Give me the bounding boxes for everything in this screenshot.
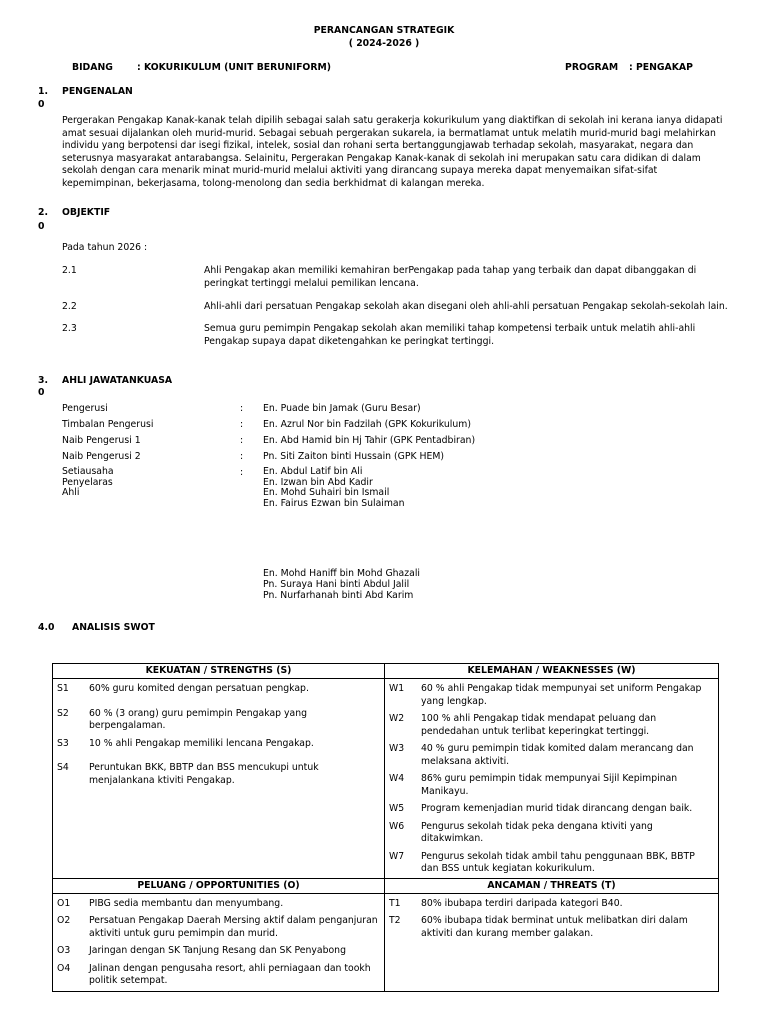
committee-role: Naib Pengerusi 2 — [62, 451, 141, 462]
strengths-cell — [53, 679, 385, 879]
section3-number-sub: 0 — [38, 387, 45, 398]
swot-text: 100 % ahli Pengakap tidak mendapat peluang dan pendedahan untuk terlibat keperingkat tertinggi. — [421, 713, 657, 737]
swot-text: Jaringan dengan SK Tanjung Resang dan SK Penyabong — [89, 945, 346, 956]
swot-text: 60% guru komited dengan persatuan pengkap. — [89, 683, 309, 694]
swot-text: Peruntukan BKK, BBTP dan BSS mencukupi untuk menjalankana ktiviti Pengakap. — [89, 762, 319, 786]
section3-heading: AHLI JAWATANKUASA — [62, 375, 173, 386]
swot-item — [389, 821, 714, 846]
committee-name: Pn. Nurfarhanah binti Abd Karim — [263, 590, 414, 601]
committee-name: En. Azrul Nor bin Fadzilah (GPK Kokurikulum) — [263, 419, 471, 430]
swot-item — [57, 683, 380, 696]
swot-item — [389, 803, 714, 816]
objective-number: 2.1 — [62, 265, 77, 276]
swot-item — [57, 963, 380, 988]
objektif-intro: Pada tahun 2026 : — [62, 242, 148, 253]
section2-heading: OBJEKTIF — [62, 207, 111, 218]
committee-name: En. Izwan bin Abd Kadir — [263, 476, 373, 488]
swot-code: W3 — [389, 743, 405, 754]
swot-item — [57, 898, 380, 911]
swot-text: 80% ibubapa terdiri daripada kategori B40. — [421, 897, 623, 909]
section1-number-sub: 0 — [38, 99, 45, 110]
section2-number: 2. — [38, 207, 49, 218]
swot-item — [57, 915, 380, 940]
swot-code: W4 — [389, 773, 405, 784]
swot-code: W2 — [389, 713, 405, 724]
committee-colon: : — [240, 451, 244, 462]
section4-heading: ANALISIS SWOT — [72, 622, 155, 633]
section1-number: 1. — [38, 86, 49, 97]
committee-colon: : — [240, 435, 244, 446]
program-label: PROGRAM — [565, 62, 619, 73]
swot-code: S2 — [57, 707, 69, 719]
swot-text: Pengurus sekolah tidak peka dengana ktiviti yang ditakwimkan. — [421, 820, 653, 844]
committee-name: En. Fairus Ezwan bin Sulaiman — [263, 497, 405, 509]
swot-code: T1 — [389, 897, 401, 909]
swot-item — [57, 945, 380, 958]
document-period: ( 2024-2026 ) — [348, 38, 420, 49]
program-value: : PENGAKAP — [629, 62, 693, 73]
committee-colon: : — [240, 467, 244, 478]
committee-role: Setiausaha — [62, 466, 114, 477]
swot-text: 10 % ahli Pengakap memiliki lencana Pengakap. — [89, 737, 314, 749]
swot-text: 86% guru pemimpin tidak mempunyai Sijil Kepimpinan Manikayu. — [421, 773, 678, 797]
section1-heading: PENGENALAN — [62, 86, 133, 97]
committee-role: Ahli — [62, 487, 80, 498]
committee-name: En. Puade bin Jamak (Guru Besar) — [263, 403, 421, 414]
objective-text: Ahli-ahli dari persatuan Pengakap sekolah akan disegani oleh ahli-ahli persatuan Pengakap sekolah-sekolah lain. — [204, 301, 728, 312]
swot-item — [389, 683, 714, 708]
swot-code: T2 — [389, 915, 401, 926]
swot-text: 40 % guru pemimpin tidak komited dalam merancang dan melaksana aktiviti. — [421, 743, 694, 767]
committee-group-roles — [62, 467, 114, 499]
committee-role: Timbalan Pengerusi — [62, 419, 154, 430]
swot-code: W7 — [389, 850, 405, 862]
swot-text: 60 % (3 orang) guru pemimpin Pengakap yang berpengalaman. — [89, 707, 308, 731]
committee-role: Penyelaras — [62, 476, 113, 488]
swot-text: PIBG sedia membantu dan menyumbang. — [89, 897, 284, 909]
swot-text: 60 % ahli Pengakap tidak mempunyai set uniform Pengakap yang lengkap. — [421, 683, 702, 707]
section1-paragraph: Pergerakan Pengakap Kanak-kanak telah dipilih sebagai salah satu gerakerja kokurikulum yang diaktifkan di sekolah ini kerana ianya didapati amat sesuai dijalankan oleh murid-murid. Sebagai sebuah pergerakan sukarela, ia bermatlamat untuk melatih murid-murid bagi melahirkan individu yang berpotensi dar isegi fizikal, intelek, sosial dan rohani serta bertanggungjawab terhadap sekolah, masyarakat, negara dan seterusnya masyarakat antarabangsa. Selainitu, Pergerakan Pengakap Kanak-kanak di sekolah ini merupakan satu cara didikan di dalam sekolah dengan cara menarik minat murid-murid melalui aktiviti yang dirancang supaya mereka dapat menyemaikan sifat-sifat kepemimpinan, bekerjasama, tolong-menolong dan sedia berkhidmat di kalangan mereka. — [62, 115, 723, 189]
committee-colon: : — [240, 419, 244, 430]
committee-name: En. Abdul Latif bin Ali — [263, 466, 363, 477]
committee-name: Pn. Suraya Hani binti Abdul Jalil — [263, 579, 410, 590]
objective-number: 2.2 — [62, 301, 77, 312]
swot-item — [389, 713, 714, 738]
committee-extra-names — [263, 568, 420, 601]
swot-table — [52, 663, 719, 992]
swot-code: O2 — [57, 915, 71, 926]
weaknesses-header: KELEMAHAN / WEAKNESSES (W) — [385, 664, 719, 679]
bidang-value: : KOKURIKULUM (UNIT BERUNIFORM) — [137, 62, 331, 73]
committee-name: Pn. Siti Zaiton binti Hussain (GPK HEM) — [263, 451, 445, 462]
swot-code: W5 — [389, 803, 405, 814]
swot-code: W6 — [389, 820, 405, 832]
bidang-label: BIDANG — [72, 62, 113, 73]
section3-number: 3. — [38, 375, 49, 386]
swot-code: O1 — [57, 897, 71, 909]
swot-code: S4 — [57, 762, 69, 773]
objective-text: Semua guru pemimpin Pengakap sekolah akan memiliki tahap kompetensi terbaik untuk melatih ahli-ahli Pengakap supaya dapat diketengahkan ke peringkat tertinggi. — [204, 323, 696, 347]
committee-name: En. Abd Hamid bin Hj Tahir (GPK Pentadbiran) — [263, 435, 476, 446]
swot-item — [57, 738, 380, 751]
committee-name: En. Mohd Haniff bin Mohd Ghazali — [263, 568, 420, 579]
section2-number-sub: 0 — [38, 221, 45, 232]
swot-code: S1 — [57, 683, 69, 694]
swot-text: Persatuan Pengakap Daerah Mersing aktif dalam penganjuran aktiviti untuk guru pemimpin dan murid. — [89, 915, 378, 939]
section4-number: 4.0 — [38, 622, 55, 633]
swot-item — [389, 851, 714, 876]
swot-code: O3 — [57, 945, 71, 956]
swot-item — [389, 898, 714, 911]
committee-group-names — [263, 467, 405, 509]
committee-role: Pengerusi — [62, 403, 108, 414]
swot-text: Program kemenjadian murid tidak dirancang dengan baik. — [421, 803, 693, 814]
document-title: PERANCANGAN STRATEGIK — [313, 25, 455, 36]
swot-item — [389, 915, 714, 940]
opportunities-cell — [53, 893, 385, 991]
swot-item — [389, 743, 714, 768]
committee-role: Naib Pengerusi 1 — [62, 435, 141, 446]
committee-name: En. Mohd Suhairi bin Ismail — [263, 487, 390, 498]
swot-item — [389, 773, 714, 798]
objective-number: 2.3 — [62, 323, 77, 334]
swot-text: Pengurus sekolah tidak ambil tahu penggunaan BBK, BBTP dan BSS untuk kegiatan kokurikulum. — [421, 850, 695, 874]
swot-item — [57, 762, 380, 787]
committee-colon: : — [240, 403, 244, 414]
swot-text: 60% ibubapa tidak berminat untuk melibatkan diri dalam aktiviti dan kurang member galakan. — [421, 915, 688, 939]
swot-code: O4 — [57, 962, 71, 974]
swot-text: Jalinan dengan pengusaha resort, ahli perniagaan dan tookh politik setempat. — [89, 962, 371, 986]
swot-code: W1 — [389, 683, 405, 694]
weaknesses-cell — [385, 679, 719, 879]
strengths-header: KEKUATAN / STRENGTHS (S) — [53, 664, 385, 679]
threats-cell — [385, 893, 719, 991]
objective-text: Ahli Pengakap akan memiliki kemahiran berPengakap pada tahap yang terbaik dan dapat dibanggakan di peringkat tertinggi melalui pemilikan lencana. — [204, 265, 697, 289]
opportunities-header: PELUANG / OPPORTUNITIES (O) — [53, 878, 385, 893]
swot-item — [57, 708, 380, 733]
threats-header: ANCAMAN / THREATS (T) — [385, 878, 719, 893]
swot-code: S3 — [57, 737, 69, 749]
